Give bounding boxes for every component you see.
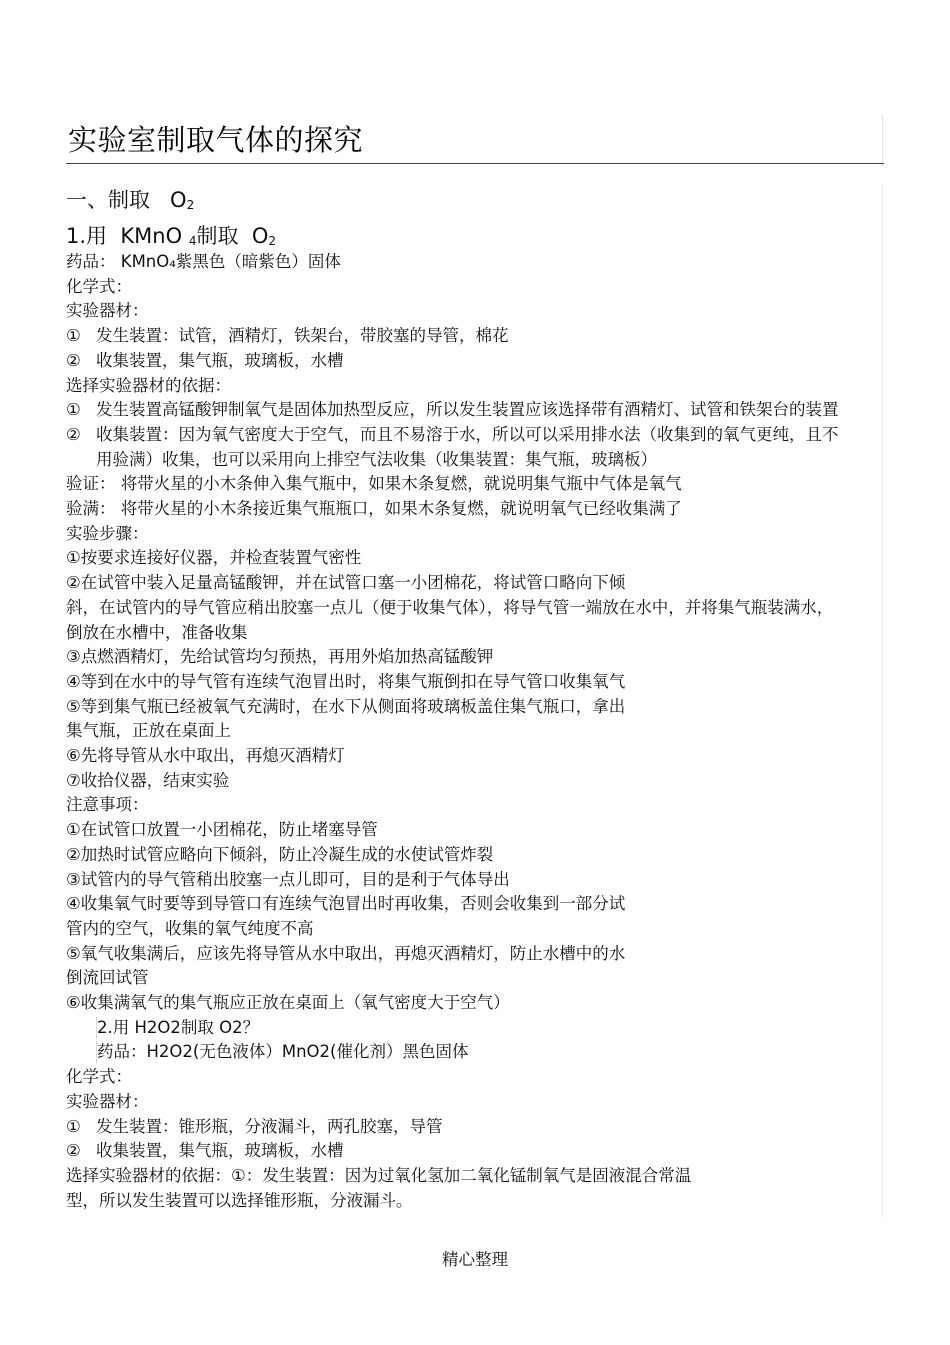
text-line: ③点燃酒精灯，先给试管均匀预热，再用外焰加热高锰酸钾 (66, 647, 494, 667)
text-line: 收集装置，集气瓶，玻璃板，水槽 (96, 350, 344, 370)
text-line: 斜，在试管内的导气管应稍出胶塞一点儿（便于收集气体），将导气管一端放在水中，并将集气瓶装满水， (66, 597, 834, 617)
page-title: 实验室制取气体的探究 (68, 123, 364, 157)
section-heading-o2 (66, 186, 194, 219)
text-line: 实验器材： (66, 1091, 149, 1111)
text-line: 发生装置：锥形瓶，分液漏斗，两孔胶塞，导管 (96, 1116, 443, 1136)
text-line: 发生装置：试管，酒精灯，铁架台，带胶塞的导管，棉花 (96, 326, 509, 346)
text-line: 用验满）收集，也可以采用向上排空气法收集（收集装置：集气瓶，玻璃板） (96, 449, 657, 469)
text-line: 实验器材： (66, 301, 149, 321)
title-frame-edge (882, 114, 883, 166)
text-line: ①在试管口放置一小团棉花，防止堵塞导管 (66, 820, 378, 840)
list-number: ② (66, 350, 81, 370)
text-line: ③试管内的导气管稍出胶塞一点儿即可，目的是利于气体导出 (66, 869, 510, 889)
text-line: ④等到在水中的导气管有连续气泡冒出时，将集气瓶倒扣在导气管口收集氧气 (66, 671, 626, 691)
subsection-line: 药品：H2O2(无色液体）MnO2(催化剂）黑色固体 (97, 1042, 469, 1062)
subsection-reagent-subscript: 4 (188, 234, 197, 248)
subsection-reagent: KMnO (120, 224, 183, 248)
list-number: ① (66, 1116, 81, 1136)
text-line: ②在试管中装入足量高锰酸钾，并在试管口塞一小团棉花，将试管口略向下倾 (66, 573, 626, 593)
text-line: 选择实验器材的依据： (66, 375, 231, 395)
list-number: ② (66, 1141, 81, 1161)
text-line: ④收集氧气时要等到导管口有连续气泡冒出时再收集，否则会收集到一部分试 (66, 894, 626, 914)
list-number: ① (66, 326, 81, 346)
subsection-line: 2.用 H2O2制取 O2？ (97, 1017, 260, 1037)
text-line: 验证： 将带火星的小木条伸入集气瓶中，如果木条复燃，就说明集气瓶中气体是氧气 (66, 474, 682, 494)
subsection-prefix: 1.用 (66, 224, 108, 248)
subsection-formula: O (251, 224, 269, 248)
text-line: 发生装置高锰酸钾制氧气是固体加热型反应，所以发生装置应该选择带有酒精灯、试管和铁架台的装置 (96, 400, 839, 420)
section-heading-formula: O (170, 188, 187, 212)
list-number: ② (66, 424, 81, 444)
subsection-formula-subscript: 2 (268, 234, 276, 248)
text-line: 收集装置：因为氧气密度大于空气，而且不易溶于水，所以可以采用排水法（收集到的氧气更纯，且不 (96, 424, 839, 444)
text-line: 化学式： (66, 1067, 132, 1087)
section-heading-subscript: 2 (186, 198, 195, 212)
text-line: 化学式： (66, 276, 132, 296)
section-heading-prefix: 一、制取 (66, 188, 150, 212)
text-line: ②加热时试管应略向下倾斜，防止冷凝生成的水使试管炸裂 (66, 844, 494, 864)
text-line: ⑤氧气收集满后，应该先将导管从水中取出，再熄灭酒精灯，防止水槽中的水 (66, 943, 626, 963)
text-line: 实验步骤： (66, 523, 149, 543)
text-line: ⑥先将导管从水中取出，再熄灭酒精灯 (66, 746, 345, 765)
text-line: 注意事项： (66, 795, 149, 815)
body-frame-edge (882, 184, 883, 1218)
text-line: 倒放在水槽中，准备收集 (66, 622, 248, 642)
text-line: 型，所以发生装置可以选择锥形瓶，分液漏斗。 (66, 1190, 413, 1210)
title-divider (66, 163, 884, 164)
page-footer: 精心整理 (442, 1250, 508, 1269)
list-number: ① (66, 400, 81, 420)
subsection-mid: 制取 (196, 224, 239, 248)
text-line: 管内的空气，收集的氧气纯度不高 (66, 918, 314, 938)
text-line: 选择实验器材的依据：①：发生装置：因为过氧化氢加二氧化锰制氧气是固液混合常温 (66, 1165, 692, 1185)
text-line: 验满： 将带火星的小木条接近集气瓶瓶口，如果木条复燃，就说明氧气已经收集满了 (66, 499, 682, 518)
text-line: 倒流回试管 (66, 968, 149, 988)
text-line: 收集装置，集气瓶，玻璃板，水槽 (96, 1141, 344, 1161)
text-line: ①按要求连接好仪器，并检查装置气密性 (66, 548, 362, 568)
text-line: 药品： KMnO₄紫黑色（暗紫色）固体 (66, 252, 341, 271)
text-line: ⑦收拾仪器，结束实验 (66, 770, 230, 790)
text-line: 集气瓶，正放在桌面上 (66, 721, 231, 741)
text-line: ⑥收集满氧气的集气瓶应正放在桌面上（氧气密度大于空气） (66, 993, 510, 1012)
text-line: ⑤等到集气瓶已经被氧气充满时，在水下从侧面将玻璃板盖住集气瓶口，拿出 (66, 696, 626, 716)
